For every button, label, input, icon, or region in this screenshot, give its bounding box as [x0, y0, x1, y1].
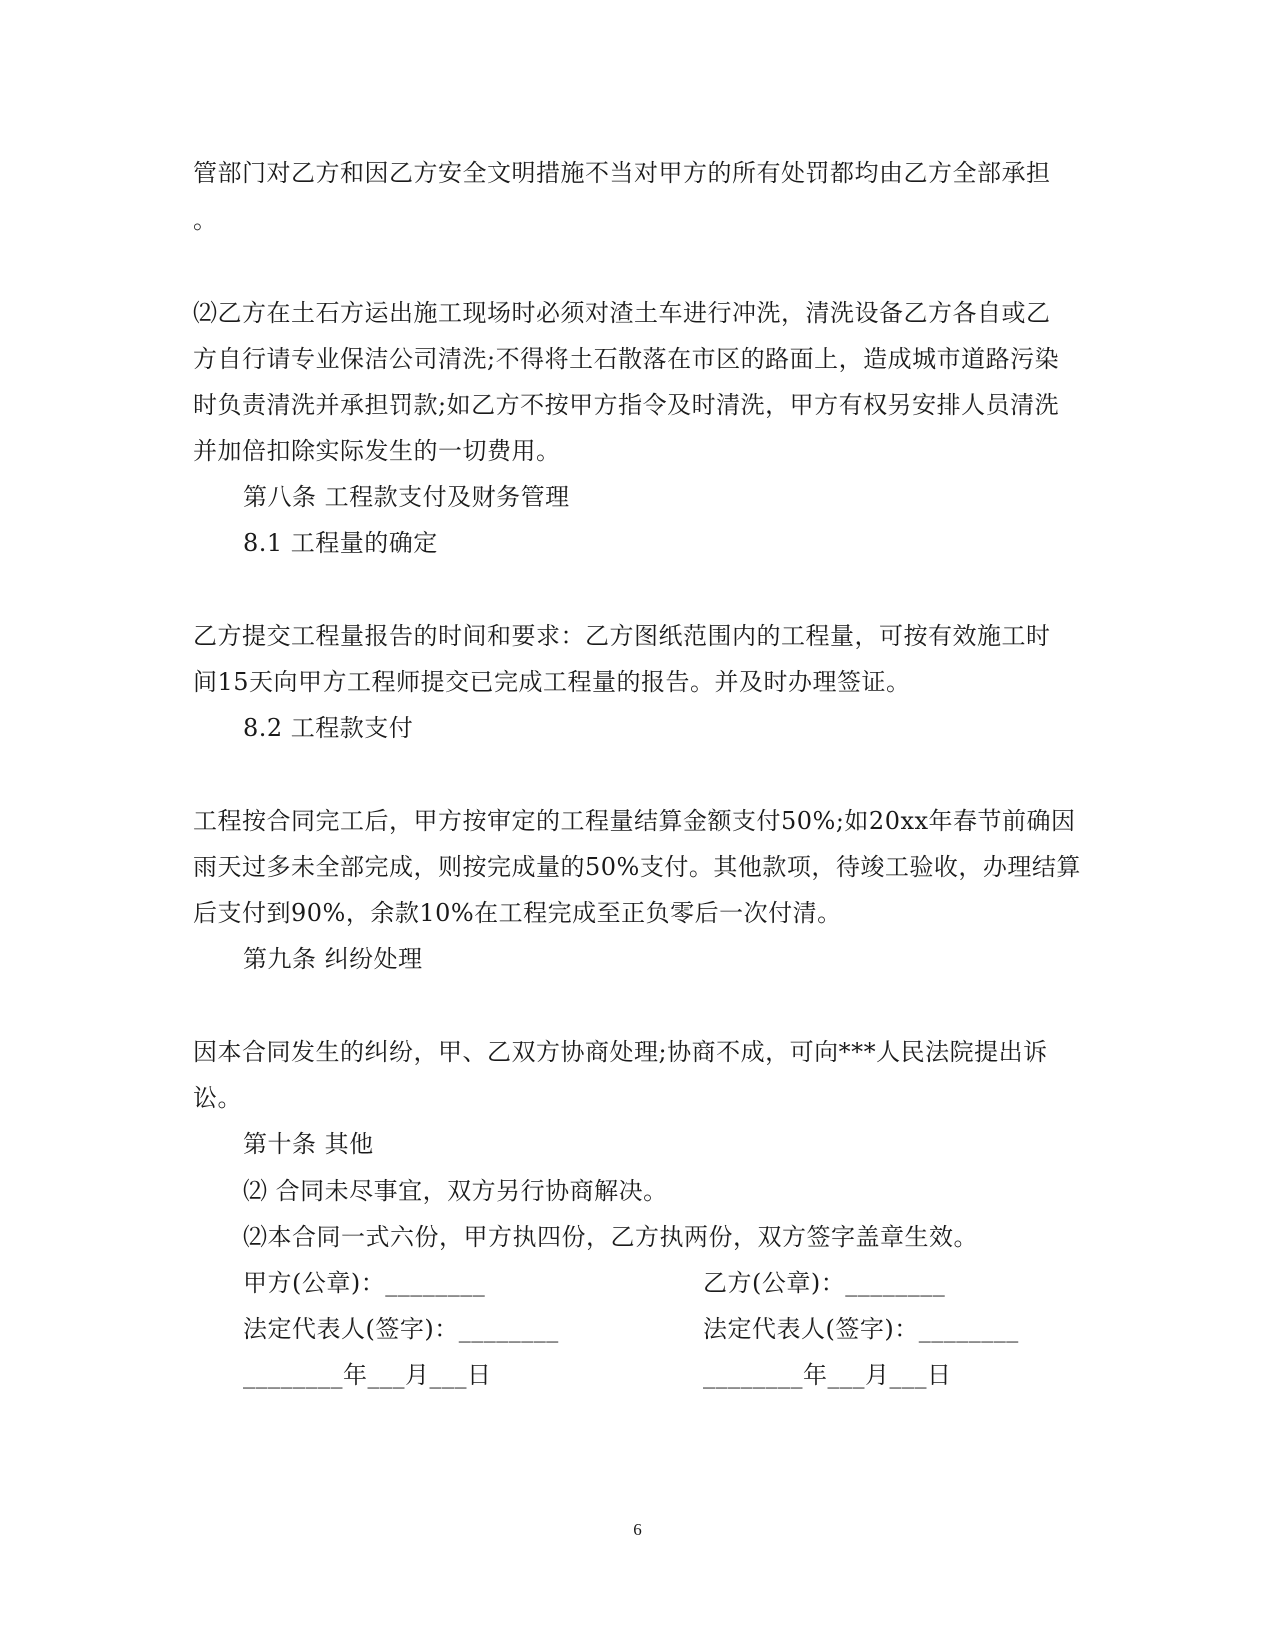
party-b-representative-field: 法定代表人(签字)：________ [703, 1315, 1019, 1343]
paragraph-line: 管部门对乙方和因乙方安全文明措施不当对甲方的所有处罚都均由乙方全部承担 [193, 159, 1051, 187]
paragraph-line: 时负责清洗并承担罚款;如乙方不按甲方指令及时清洗，甲方有权另安排人员清洗 [193, 391, 1060, 419]
paragraph-line: 讼。 [193, 1084, 242, 1112]
page-number: 6 [633, 1520, 642, 1539]
paragraph-line: 雨天过多未全部完成，则按完成量的50%支付。其他款项，待竣工验收，办理结算 [193, 853, 1081, 881]
party-a-seal-field: 甲方(公章)：________ [243, 1269, 486, 1297]
party-a-representative-field: 法定代表人(签字)：________ [243, 1315, 559, 1343]
paragraph-line: 。 [193, 206, 218, 234]
party-a-date-field: ________年___月___日 [243, 1361, 492, 1389]
article-heading: 第十条 其他 [243, 1130, 374, 1158]
paragraph-line: 并加倍扣除实际发生的一切费用。 [193, 437, 561, 465]
party-b-seal-field: 乙方(公章)：________ [703, 1269, 946, 1297]
party-b-date-field: ________年___月___日 [703, 1361, 952, 1389]
section-heading: 8.1 工程量的确定 [243, 529, 438, 557]
paragraph-line: 后支付到90%，余款10%在工程完成至正负零后一次付清。 [193, 899, 842, 927]
list-item: ⑵本合同一式六份，甲方执四份，乙方执两份，双方签字盖章生效。 [243, 1223, 978, 1251]
paragraph-line: 工程按合同完工后，甲方按审定的工程量结算金额支付50%;如20xx年春节前确因 [193, 807, 1076, 835]
paragraph-line: 因本合同发生的纠纷，甲、乙双方协商处理;协商不成，可向***人民法院提出诉 [193, 1038, 1048, 1066]
article-heading: 第八条 工程款支付及财务管理 [243, 483, 570, 511]
section-heading: 8.2 工程款支付 [243, 714, 414, 742]
article-heading: 第九条 纠纷处理 [243, 945, 423, 973]
paragraph-line: 乙方提交工程量报告的时间和要求：乙方图纸范围内的工程量，可按有效施工时 [193, 622, 1051, 650]
paragraph-line: 方自行请专业保洁公司清洗;不得将土石散落在市区的路面上，造成城市道路污染 [193, 345, 1060, 373]
paragraph-line: 间15天向甲方工程师提交已完成工程量的报告。并及时办理签证。 [193, 668, 911, 696]
list-item: ⑵ 合同未尽事宜，双方另行协商解决。 [243, 1177, 668, 1205]
paragraph-line: ⑵乙方在土石方运出施工现场时必须对渣土车进行冲洗，清洗设备乙方各自或乙 [193, 299, 1051, 327]
